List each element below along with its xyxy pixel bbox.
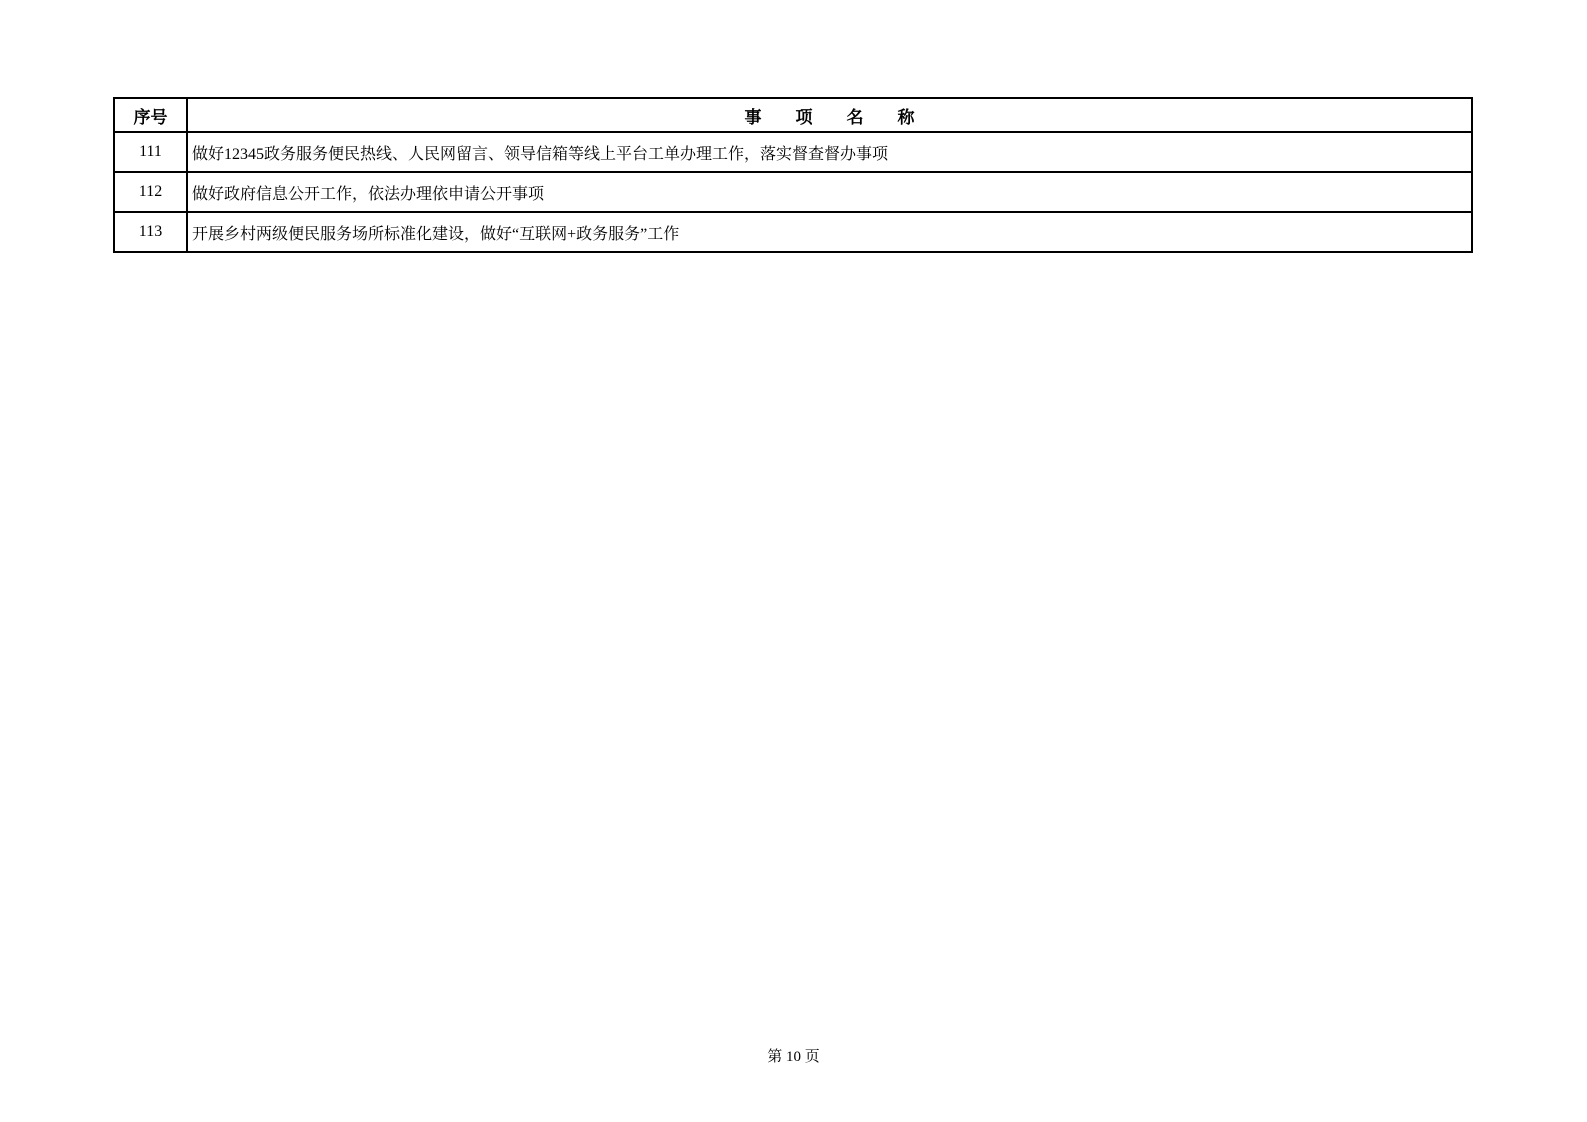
header-item-name: 事 项 名 称 xyxy=(187,98,1472,132)
table-row xyxy=(114,132,1472,172)
serial-number-cell: 112 xyxy=(114,172,187,212)
header-serial-number: 序号 xyxy=(114,98,187,132)
items-table xyxy=(113,97,1473,253)
table-row xyxy=(114,212,1472,252)
item-name-cell: 做好12345政务服务便民热线、人民网留言、领导信箱等线上平台工单办理工作，落实督查督办事项 xyxy=(187,132,1472,172)
page-number: 第 10 页 xyxy=(767,1049,820,1065)
item-name-cell: 开展乡村两级便民服务场所标准化建设，做好“互联网+政务服务”工作 xyxy=(187,212,1472,252)
serial-number-cell: 113 xyxy=(114,212,187,252)
table-header-row xyxy=(114,98,1472,132)
item-name-cell: 做好政府信息公开工作，依法办理依申请公开事项 xyxy=(187,172,1472,212)
table-row xyxy=(114,172,1472,212)
serial-number-cell: 111 xyxy=(114,132,187,172)
